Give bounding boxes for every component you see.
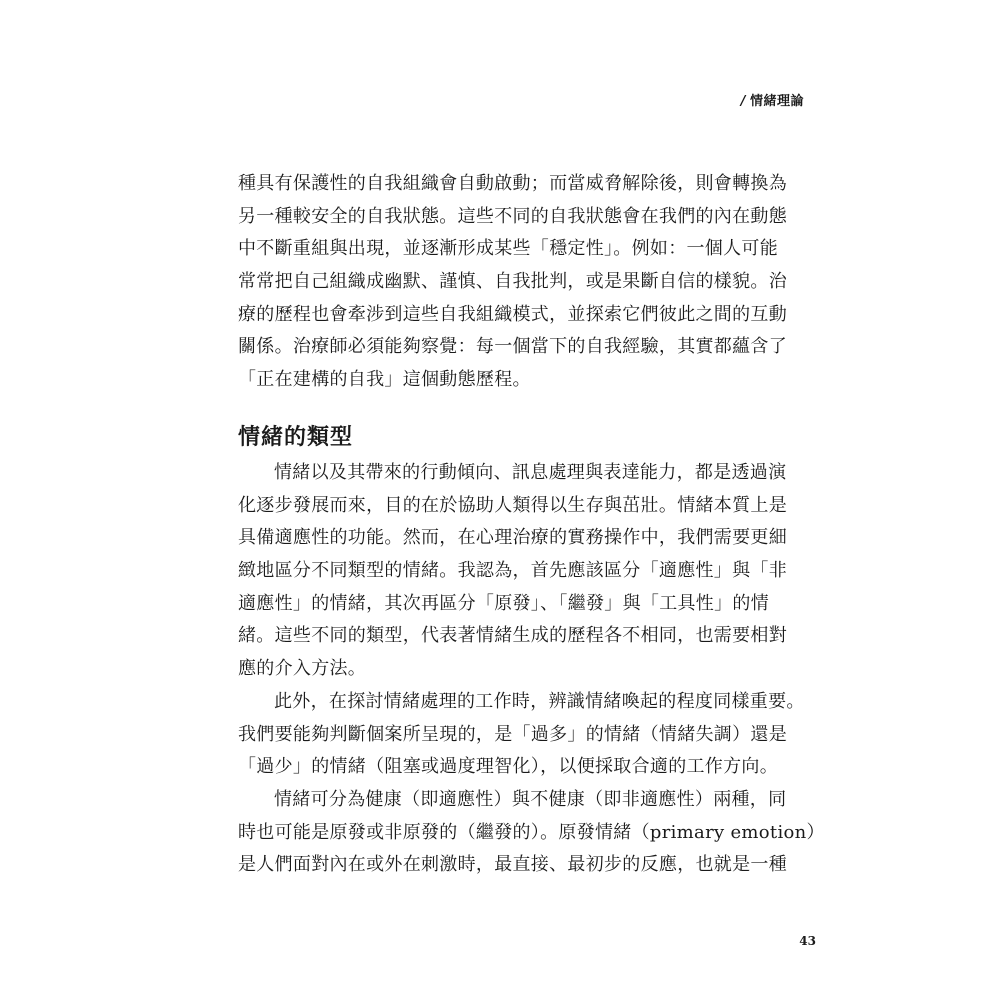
paragraph-line: 中不斷重組與出現，並逐漸形成某些「穩定性」。例如：一個人可能 (238, 238, 778, 260)
paragraph-1 (238, 168, 787, 397)
paragraph-line: 我們要能夠判斷個案所呈現的，是「過多」的情緒（情緒失調）還是 (238, 723, 787, 745)
paragraph-line: 另一種較安全的自我狀態。這些不同的自我狀態會在我們的內在動態 (238, 205, 787, 227)
section-heading: 情緒的類型 (238, 425, 354, 450)
running-head-title: 情緒理論 (749, 94, 804, 109)
paragraph-line: 關係。治療師必須能夠察覺：每一個當下的自我經驗，其實都蘊含了 (238, 336, 787, 358)
paragraph-line: 化逐步發展而來，目的在於協助人類得以生存與茁壯。情緒本質上是 (238, 494, 787, 516)
paragraph-line: 情緒以及其帶來的行動傾向、訊息處理與表達能力，都是透過演 (274, 462, 787, 483)
page-number: 43 (799, 934, 816, 948)
paragraph-line: 常常把自己組織成幽默、謹慎、自我批判，或是果斷自信的樣貌。治 (238, 271, 787, 293)
paragraph-line: 是人們面對內在或外在刺激時，最直接、最初步的反應，也就是一種 (238, 854, 787, 876)
paragraph-line: 「正在建構的自我」這個動態歷程。 (238, 369, 531, 391)
paragraph-line: 「過少」的情緒（阻塞或過度理智化），以便採取合適的工作方向。 (238, 756, 778, 778)
paragraph-line: 情緒可分為健康（即適應性）與不健康（即非適應性）兩種，同 (274, 788, 787, 810)
paragraph-line: 此外，在探討情緒處理的工作時，辨識情緒喚起的程度同樣重要。 (274, 690, 805, 712)
paragraph-line: 療的歷程也會牽涉到這些自我組織模式，並探索它們彼此之間的互動 (238, 303, 787, 325)
paragraph-line: 應的介入方法。 (238, 658, 367, 680)
paragraph-line: 緒。這些不同的類型，代表著情緒生成的歷程各不相同，也需要相對 (238, 625, 787, 647)
paragraph-line: 緻地區分不同類型的情緒。我認為，首先應該區分「適應性」與「非 (238, 560, 787, 582)
paragraph-line: 時也可能是原發或非原發的（繼發的）。原發情緒（primary emotion） (238, 821, 825, 843)
section-body (238, 457, 825, 882)
paragraph-line: 適應性」的情緒，其次再區分「原發」、「繼發」與「工具性」的情 (238, 592, 769, 614)
paragraph-line: 種具有保護性的自我組織會自動啟動；而當威脅解除後，則會轉換為 (238, 173, 787, 194)
running-head-slash: / (740, 94, 746, 109)
running-head (741, 90, 804, 109)
paragraph-line: 具備適應性的功能。然而，在心理治療的實務操作中，我們需要更細 (238, 527, 787, 549)
